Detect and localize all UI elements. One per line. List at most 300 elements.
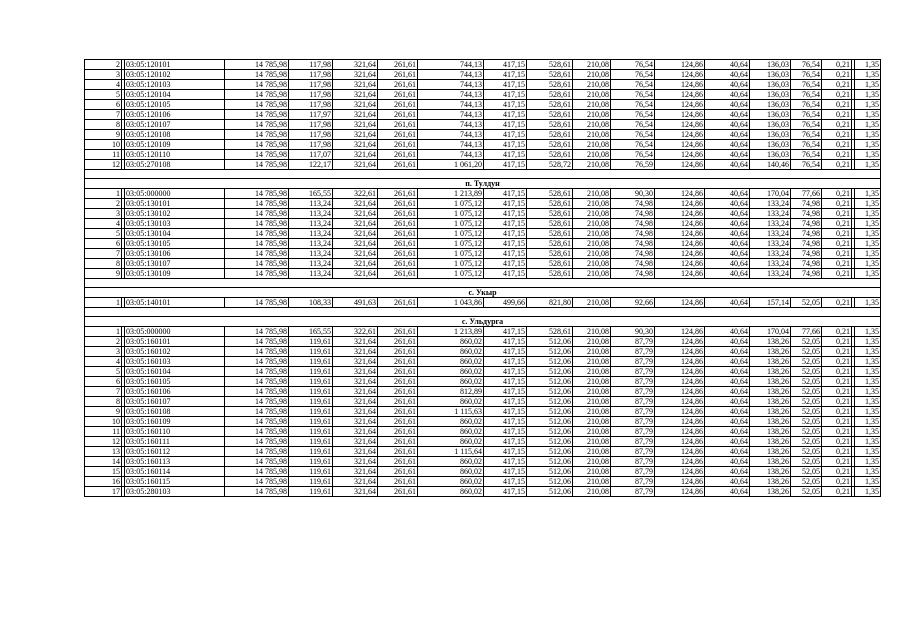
table-row — [85, 70, 881, 80]
table-cell: 417,15 — [484, 447, 527, 457]
table-cell: 210,08 — [573, 130, 611, 140]
cadastral-code-cell: 03:05:160109 — [125, 417, 225, 427]
table-cell: 417,15 — [484, 80, 527, 90]
table-cell: 321,64 — [333, 387, 378, 397]
table-cell: 40,64 — [705, 249, 750, 259]
table-cell: 210,08 — [573, 249, 611, 259]
table-cell: 124,86 — [655, 417, 705, 427]
table-cell: 76,54 — [611, 110, 655, 120]
table-cell: 417,15 — [484, 70, 527, 80]
table-cell: 138,26 — [750, 437, 791, 447]
cadastral-code-cell: 03:05:130105 — [125, 239, 225, 249]
table-cell: 138,26 — [750, 337, 791, 347]
table-cell: 0,21 — [822, 100, 852, 110]
cadastral-code-cell: 03:05:000000 — [125, 327, 225, 337]
table-cell: 77,66 — [791, 327, 822, 337]
table-cell: 512,06 — [527, 347, 573, 357]
table-cell: 119,61 — [289, 467, 333, 477]
table-cell: 210,08 — [573, 269, 611, 279]
table-row — [85, 298, 881, 308]
table-cell: 14 785,98 — [225, 90, 289, 100]
table-cell: 261,61 — [378, 249, 418, 259]
table-cell: 860,02 — [418, 487, 484, 497]
table-cell: 87,79 — [611, 437, 655, 447]
row-number-cell: 3 — [85, 209, 122, 219]
table-cell: 321,64 — [333, 447, 378, 457]
table-cell: 210,08 — [573, 457, 611, 467]
table-cell: 210,08 — [573, 229, 611, 239]
table-cell: 124,86 — [655, 239, 705, 249]
table-cell: 14 785,98 — [225, 259, 289, 269]
table-cell: 0,21 — [822, 337, 852, 347]
cadastral-code-cell: 03:05:130107 — [125, 259, 225, 269]
table-cell: 113,24 — [289, 209, 333, 219]
table-cell: 76,54 — [791, 120, 822, 130]
table-cell: 124,86 — [655, 327, 705, 337]
table-cell: 210,08 — [573, 357, 611, 367]
table-cell: 0,21 — [822, 269, 852, 279]
table-cell: 512,06 — [527, 387, 573, 397]
table-cell: 119,61 — [289, 427, 333, 437]
table-cell: 321,64 — [333, 60, 378, 70]
table-cell: 1,35 — [855, 437, 881, 447]
table-cell: 40,64 — [705, 90, 750, 100]
table-cell: 744,13 — [418, 80, 484, 90]
table-cell: 124,86 — [655, 407, 705, 417]
cadastral-code-cell: 03:05:160106 — [125, 387, 225, 397]
table-cell: 40,64 — [705, 259, 750, 269]
table-cell: 512,06 — [527, 357, 573, 367]
table-cell: 261,61 — [378, 229, 418, 239]
table-cell: 124,86 — [655, 487, 705, 497]
table-cell: 1,35 — [855, 377, 881, 387]
row-number-cell: 9 — [85, 269, 122, 279]
table-cell: 40,64 — [705, 110, 750, 120]
table-cell: 76,54 — [791, 100, 822, 110]
table-row — [85, 100, 881, 110]
table-cell: 512,06 — [527, 367, 573, 377]
table-cell: 76,54 — [791, 80, 822, 90]
table-cell: 40,64 — [705, 427, 750, 437]
table-cell: 76,54 — [611, 90, 655, 100]
table-cell: 87,79 — [611, 397, 655, 407]
row-number-cell: 10 — [85, 417, 122, 427]
table-cell: 40,64 — [705, 219, 750, 229]
table-cell: 157,14 — [750, 298, 791, 308]
table-cell: 119,61 — [289, 337, 333, 347]
table-cell: 528,61 — [527, 140, 573, 150]
table-cell: 1 075,12 — [418, 229, 484, 239]
table-cell: 321,64 — [333, 209, 378, 219]
table-cell: 512,06 — [527, 457, 573, 467]
table-cell: 210,08 — [573, 209, 611, 219]
cadastral-code-cell: 03:05:130102 — [125, 209, 225, 219]
table-cell: 417,15 — [484, 457, 527, 467]
section-spacer-row — [85, 279, 881, 288]
table-cell: 528,72 — [527, 160, 573, 170]
table-row — [85, 347, 881, 357]
row-number-cell: 3 — [85, 70, 122, 80]
table-cell: 40,64 — [705, 60, 750, 70]
table-cell: 124,86 — [655, 140, 705, 150]
row-number-cell: 6 — [85, 377, 122, 387]
table-cell: 860,02 — [418, 347, 484, 357]
row-number-cell: 2 — [85, 337, 122, 347]
table-cell: 417,15 — [484, 239, 527, 249]
table-cell: 119,61 — [289, 377, 333, 387]
table-cell: 261,61 — [378, 120, 418, 130]
table-cell: 14 785,98 — [225, 447, 289, 457]
table-cell: 40,64 — [705, 397, 750, 407]
table-cell: 74,98 — [611, 259, 655, 269]
table-cell: 1,35 — [855, 259, 881, 269]
table-row — [85, 417, 881, 427]
row-number-cell: 4 — [85, 357, 122, 367]
table-cell: 124,86 — [655, 229, 705, 239]
table-cell: 1,35 — [855, 160, 881, 170]
table-cell: 261,61 — [378, 209, 418, 219]
table-cell: 92,66 — [611, 298, 655, 308]
table-row — [85, 397, 881, 407]
table-row — [85, 60, 881, 70]
table-cell: 321,64 — [333, 347, 378, 357]
row-number-cell: 10 — [85, 140, 122, 150]
table-cell: 76,54 — [611, 120, 655, 130]
table-cell: 744,13 — [418, 140, 484, 150]
table-cell: 321,64 — [333, 377, 378, 387]
cadastral-code-cell: 03:05:120102 — [125, 70, 225, 80]
table-cell: 0,21 — [822, 80, 852, 90]
table-cell: 124,86 — [655, 80, 705, 90]
table-cell: 417,15 — [484, 229, 527, 239]
table-cell: 417,15 — [484, 130, 527, 140]
table-cell: 133,24 — [750, 239, 791, 249]
table-cell: 210,08 — [573, 219, 611, 229]
table-cell: 261,61 — [378, 110, 418, 120]
table-cell: 821,80 — [527, 298, 573, 308]
table-cell: 14 785,98 — [225, 367, 289, 377]
spacer-cell — [85, 308, 881, 317]
table-cell: 117,98 — [289, 80, 333, 90]
table-cell: 744,13 — [418, 130, 484, 140]
table-cell: 261,61 — [378, 397, 418, 407]
table-cell: 113,24 — [289, 199, 333, 209]
table-cell: 321,64 — [333, 367, 378, 377]
table-cell: 210,08 — [573, 160, 611, 170]
table-cell: 261,61 — [378, 327, 418, 337]
row-number-cell: 9 — [85, 130, 122, 140]
table-cell: 124,86 — [655, 70, 705, 80]
table-cell: 74,98 — [611, 199, 655, 209]
table-cell: 744,13 — [418, 90, 484, 100]
table-cell: 321,64 — [333, 70, 378, 80]
table-cell: 117,98 — [289, 70, 333, 80]
table-cell: 113,24 — [289, 259, 333, 269]
table-cell: 321,64 — [333, 477, 378, 487]
table-cell: 136,03 — [750, 90, 791, 100]
table-cell: 14 785,98 — [225, 487, 289, 497]
table-cell: 417,15 — [484, 347, 527, 357]
table-cell: 417,15 — [484, 160, 527, 170]
table-cell: 860,02 — [418, 427, 484, 437]
table-cell: 744,13 — [418, 110, 484, 120]
table-cell: 0,21 — [822, 347, 852, 357]
table-cell: 528,61 — [527, 100, 573, 110]
table-cell: 1,35 — [855, 467, 881, 477]
table-cell: 76,54 — [611, 100, 655, 110]
table-cell: 14 785,98 — [225, 249, 289, 259]
table-cell: 1 075,12 — [418, 259, 484, 269]
table-cell: 133,24 — [750, 269, 791, 279]
table-row — [85, 269, 881, 279]
table-row — [85, 367, 881, 377]
table-cell: 1,35 — [855, 347, 881, 357]
row-number-cell: 9 — [85, 407, 122, 417]
table-cell: 261,61 — [378, 457, 418, 467]
table-cell: 14 785,98 — [225, 467, 289, 477]
table-cell: 138,26 — [750, 347, 791, 357]
table-cell: 90,30 — [611, 189, 655, 199]
table-cell: 0,21 — [822, 199, 852, 209]
table-cell: 87,79 — [611, 417, 655, 427]
table-cell: 1,35 — [855, 457, 881, 467]
table-cell: 261,61 — [378, 150, 418, 160]
cadastral-code-cell: 03:05:160107 — [125, 397, 225, 407]
table-cell: 136,03 — [750, 130, 791, 140]
table-cell: 1,35 — [855, 120, 881, 130]
table-cell: 138,26 — [750, 377, 791, 387]
section-spacer-row — [85, 170, 881, 179]
cadastral-code-cell: 03:05:120101 — [125, 60, 225, 70]
table-cell: 0,21 — [822, 447, 852, 457]
table-cell: 40,64 — [705, 189, 750, 199]
table-cell: 124,86 — [655, 457, 705, 467]
table-cell: 0,21 — [822, 90, 852, 100]
table-cell: 321,64 — [333, 140, 378, 150]
table-cell: 0,21 — [822, 477, 852, 487]
table-cell: 261,61 — [378, 199, 418, 209]
table-cell: 74,98 — [791, 229, 822, 239]
table-cell: 170,04 — [750, 327, 791, 337]
table-cell: 117,98 — [289, 100, 333, 110]
table-cell: 210,08 — [573, 417, 611, 427]
table-cell: 52,05 — [791, 467, 822, 477]
table-cell: 124,86 — [655, 209, 705, 219]
table-cell: 124,86 — [655, 249, 705, 259]
table-cell: 40,64 — [705, 387, 750, 397]
table-cell: 40,64 — [705, 160, 750, 170]
table-cell: 512,06 — [527, 447, 573, 457]
row-number-cell: 4 — [85, 80, 122, 90]
table-cell: 14 785,98 — [225, 407, 289, 417]
table-cell: 124,86 — [655, 90, 705, 100]
table-cell: 76,59 — [611, 160, 655, 170]
table-cell: 40,64 — [705, 229, 750, 239]
table-cell: 74,98 — [791, 269, 822, 279]
table-cell: 52,05 — [791, 367, 822, 377]
table-cell: 417,15 — [484, 259, 527, 269]
table-cell: 210,08 — [573, 70, 611, 80]
table-cell: 1,35 — [855, 337, 881, 347]
table-cell: 74,98 — [611, 229, 655, 239]
table-cell: 136,03 — [750, 140, 791, 150]
table-cell: 1,35 — [855, 367, 881, 377]
table-cell: 417,15 — [484, 357, 527, 367]
table-cell: 321,64 — [333, 239, 378, 249]
table-cell: 261,61 — [378, 377, 418, 387]
table-cell: 417,15 — [484, 110, 527, 120]
table-body — [85, 60, 881, 497]
spacer-cell — [85, 170, 881, 179]
table-cell: 261,61 — [378, 367, 418, 377]
table-row — [85, 427, 881, 437]
row-number-cell: 12 — [85, 160, 122, 170]
cadastral-code-cell: 03:05:160102 — [125, 347, 225, 357]
table-cell: 210,08 — [573, 140, 611, 150]
table-cell: 321,64 — [333, 357, 378, 367]
table-cell: 512,06 — [527, 487, 573, 497]
table-cell: 14 785,98 — [225, 239, 289, 249]
table-cell: 140,46 — [750, 160, 791, 170]
table-cell: 261,61 — [378, 269, 418, 279]
cadastral-code-cell: 03:05:160115 — [125, 477, 225, 487]
table-row — [85, 140, 881, 150]
table-cell: 321,64 — [333, 427, 378, 437]
table-cell: 321,64 — [333, 120, 378, 130]
table-cell: 528,61 — [527, 269, 573, 279]
table-cell: 0,21 — [822, 327, 852, 337]
table-cell: 119,61 — [289, 477, 333, 487]
table-cell: 0,21 — [822, 130, 852, 140]
table-cell: 512,06 — [527, 467, 573, 477]
table-cell: 117,97 — [289, 110, 333, 120]
table-cell: 1,35 — [855, 140, 881, 150]
table-cell: 0,21 — [822, 140, 852, 150]
table-cell: 210,08 — [573, 189, 611, 199]
table-cell: 0,21 — [822, 150, 852, 160]
table-cell: 417,15 — [484, 387, 527, 397]
table-cell: 40,64 — [705, 437, 750, 447]
table-cell: 138,26 — [750, 427, 791, 437]
cadastral-code-cell: 03:05:120106 — [125, 110, 225, 120]
table-cell: 210,08 — [573, 60, 611, 70]
table-row — [85, 467, 881, 477]
table-cell: 261,61 — [378, 337, 418, 347]
table-cell: 0,21 — [822, 397, 852, 407]
table-cell: 210,08 — [573, 327, 611, 337]
table-cell: 40,64 — [705, 467, 750, 477]
table-row — [85, 407, 881, 417]
table-cell: 321,64 — [333, 150, 378, 160]
table-cell: 499,66 — [484, 298, 527, 308]
table-cell: 261,61 — [378, 130, 418, 140]
table-cell: 417,15 — [484, 150, 527, 160]
table-cell: 117,98 — [289, 140, 333, 150]
table-cell: 76,54 — [791, 110, 822, 120]
table-cell: 1 213,89 — [418, 189, 484, 199]
table-cell: 52,05 — [791, 407, 822, 417]
table-cell: 40,64 — [705, 130, 750, 140]
table-cell: 40,64 — [705, 140, 750, 150]
table-cell: 528,61 — [527, 209, 573, 219]
table-cell: 417,15 — [484, 90, 527, 100]
cadastral-code-cell: 03:05:120105 — [125, 100, 225, 110]
table-row — [85, 130, 881, 140]
table-row — [85, 239, 881, 249]
table-cell: 52,05 — [791, 397, 822, 407]
row-number-cell: 7 — [85, 387, 122, 397]
table-cell: 512,06 — [527, 417, 573, 427]
cadastral-code-cell: 03:05:160114 — [125, 467, 225, 477]
row-number-cell: 14 — [85, 457, 122, 467]
table-cell: 321,64 — [333, 229, 378, 239]
cadastral-code-cell: 03:05:160112 — [125, 447, 225, 457]
table-cell: 210,08 — [573, 150, 611, 160]
table-cell: 417,15 — [484, 209, 527, 219]
tariff-table — [84, 59, 881, 497]
table-cell: 0,21 — [822, 457, 852, 467]
table-row — [85, 219, 881, 229]
table-cell: 108,33 — [289, 298, 333, 308]
table-cell: 124,86 — [655, 259, 705, 269]
cadastral-code-cell: 03:05:160113 — [125, 457, 225, 467]
table-cell: 1,35 — [855, 327, 881, 337]
table-cell: 40,64 — [705, 199, 750, 209]
table-cell: 117,98 — [289, 90, 333, 100]
table-cell: 74,98 — [611, 269, 655, 279]
table-cell: 1 075,12 — [418, 219, 484, 229]
table-cell: 512,06 — [527, 427, 573, 437]
cadastral-code-cell: 03:05:120104 — [125, 90, 225, 100]
row-number-cell: 6 — [85, 100, 122, 110]
table-cell: 138,26 — [750, 397, 791, 407]
table-cell: 124,86 — [655, 367, 705, 377]
table-cell: 14 785,98 — [225, 110, 289, 120]
table-cell: 124,86 — [655, 387, 705, 397]
row-number-cell: 7 — [85, 249, 122, 259]
table-cell: 40,64 — [705, 298, 750, 308]
table-cell: 210,08 — [573, 199, 611, 209]
table-cell: 210,08 — [573, 80, 611, 90]
table-cell: 512,06 — [527, 397, 573, 407]
cadastral-code-cell: 03:05:120109 — [125, 140, 225, 150]
table-cell: 860,02 — [418, 397, 484, 407]
table-cell: 321,64 — [333, 100, 378, 110]
row-number-cell: 8 — [85, 259, 122, 269]
table-cell: 528,61 — [527, 249, 573, 259]
table-cell: 138,26 — [750, 477, 791, 487]
table-cell: 0,21 — [822, 377, 852, 387]
table-cell: 165,55 — [289, 327, 333, 337]
table-cell: 76,54 — [791, 90, 822, 100]
table-cell: 1,35 — [855, 130, 881, 140]
table-row — [85, 337, 881, 347]
table-cell: 76,54 — [611, 70, 655, 80]
table-row — [85, 160, 881, 170]
table-cell: 87,79 — [611, 377, 655, 387]
table-cell: 417,15 — [484, 140, 527, 150]
table-cell: 136,03 — [750, 60, 791, 70]
table-cell: 0,21 — [822, 219, 852, 229]
table-cell: 860,02 — [418, 437, 484, 447]
table-cell: 1,35 — [855, 100, 881, 110]
table-cell: 14 785,98 — [225, 189, 289, 199]
table-cell: 76,54 — [611, 140, 655, 150]
row-number-cell: 5 — [85, 90, 122, 100]
table-cell: 261,61 — [378, 387, 418, 397]
table-cell: 210,08 — [573, 477, 611, 487]
table-cell: 528,61 — [527, 90, 573, 100]
